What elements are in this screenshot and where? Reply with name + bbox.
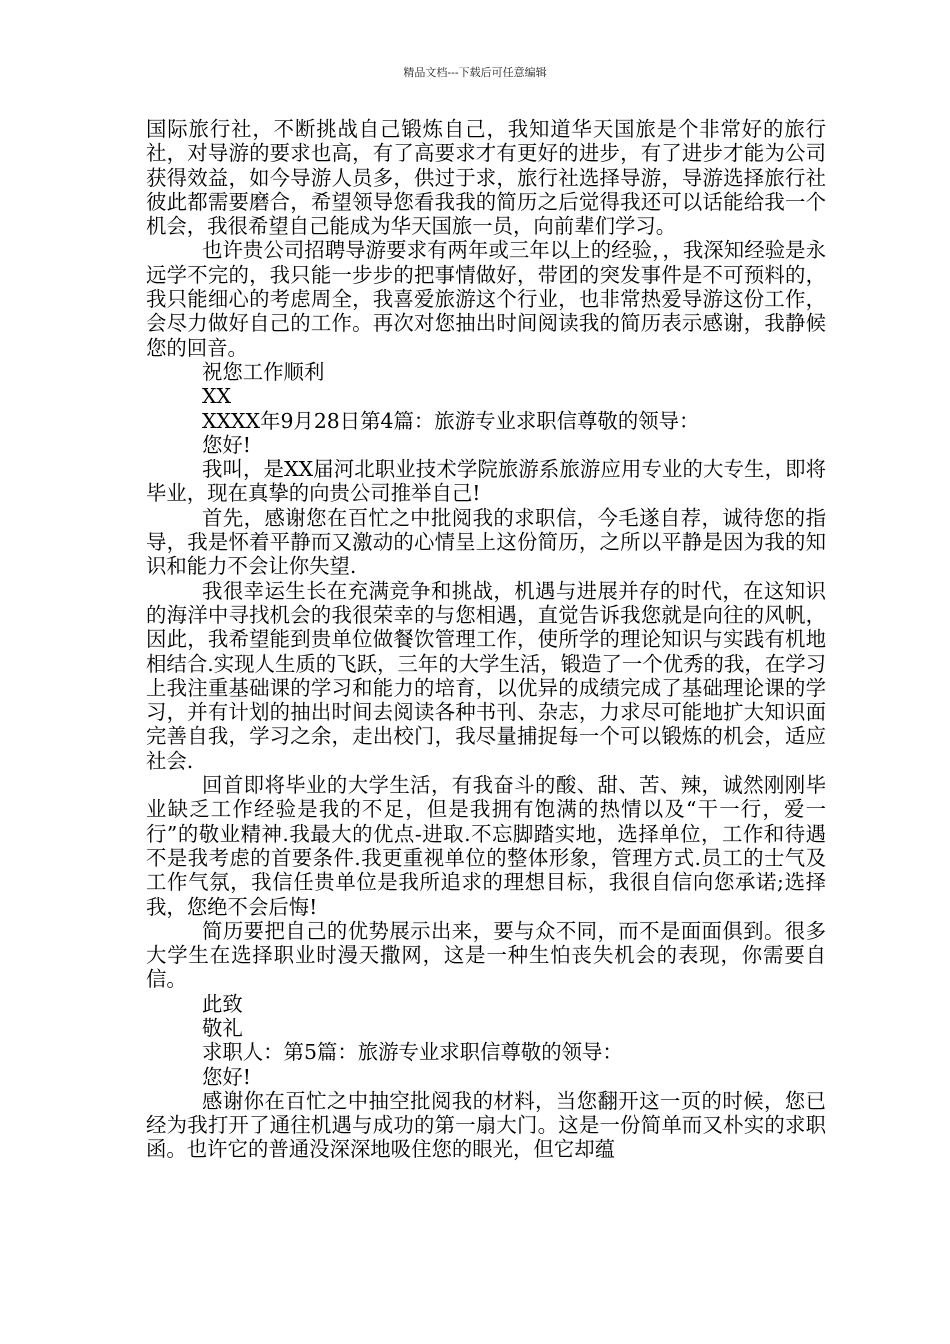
paragraph: 首先，感谢您在百忙之中批阅我的求职信，今毛遂自荐，诚待您的指导，我是怀着平静而又激动的心情呈上这份简历，之所以平静是因为我的知识和能力不会让你失望. — [146, 505, 826, 579]
signature: XX — [202, 384, 232, 409]
closing-respect: 敬礼 — [202, 1015, 243, 1040]
greeting: 您好! — [202, 432, 251, 457]
paragraph: 简历要把自己的优势展示出来，要与众不同，而不是面面俱到。很多大学生在选择职业时漫天撒网，这是一种生怕丧失机会的表现，你需要自信。 — [146, 918, 826, 992]
paragraph: 回首即将毕业的大学生活，有我奋斗的酸、甜、苦、辣，诚然刚刚毕业缺乏工作经验是我的不足，但是我拥有饱满的热情以及“干一行，爱一行”的敬业精神.我最大的优点-进取.不忘脚踏实地，选择单位，工作和待遇不是我考虑的首要条件.我更重视单位的整体形象，管理方式.员工的士气及工作气氛，我信任贵单位是我所追求的理想目标，我很自信向您承诺;选择我，您绝不会后悔! — [146, 773, 826, 919]
paragraph: 感谢你在百忙之中抽空批阅我的材料，当您翻开这一页的时候，您已经为我打开了通往机遇与成功的第一扇大门。这是一份简单而又朴实的求职函。也许它的普通没深深地吸住您的眼光，但它却蕴 — [146, 1088, 826, 1162]
closing-wish: 祝您工作顺利 — [202, 359, 325, 384]
paragraph: 我很幸运生长在充满竞争和挑战，机遇与进展并存的时代，在这知识的海洋中寻找机会的我很荣幸的与您相遇，直觉告诉我您就是向往的风帆，因此，我希望能到贵单位做餐饮管理工作，使所学的理论知识与实践有机地相结合.实现人生质的飞跃，三年的大学生活，锻造了一个优秀的我，在学习上我注重基础课的学习和能力的培育，以优异的成绩完成了基础理论课的学习，并有计划的抽出时间去阅读各种书刊、杂志，力求尽可能地扩大知识面完善自我，学习之余，走出校门，我尽量捕捉每一个可以锻炼的机会，适应社会. — [146, 578, 826, 773]
paragraph: 也许贵公司招聘导游要求有两年或三年以上的经验，，我深知经验是永远学不完的，我只能一步步的把事情做好，带团的突发事件是不可预料的，我只能细心的考虑周全，我喜爱旅游这个行业，也非常热爱导游这份工作，会尽力做好自己的工作。再次对您抽出时间阅读我的简历表示感谢，我静候您的回音。 — [146, 238, 826, 360]
page-header: 精品文档---下载后可任意编辑 — [403, 66, 547, 79]
paragraph: 我叫，是XX届河北职业技术学院旅游系旅游应用专业的大专生，即将毕业，现在真挚的向贵公司推举自己! — [146, 457, 826, 506]
document-body — [146, 117, 826, 1162]
section-heading: 求职人：第5篇：旅游专业求职信尊敬的领导： — [202, 1040, 623, 1065]
closing-salutation: 此致 — [202, 991, 243, 1016]
paragraph: 国际旅行社，不断挑战自己锻炼自己，我知道华天国旅是个非常好的旅行社，对导游的要求也高，有了高要求才有更好的进步，有了进步才能为公司获得效益，如今导游人员多，供过于求，旅行社选择导游，导游选择旅行社彼此都需要磨合，希望领导您看我我的简历之后觉得我还可以话能给我一个机会，我很希望自己能成为华天国旅一员，向前辈们学习。 — [146, 117, 826, 239]
greeting: 您好! — [202, 1064, 251, 1089]
section-heading: XXXX年9月28日第4篇：旅游专业求职信尊敬的领导： — [202, 408, 700, 433]
